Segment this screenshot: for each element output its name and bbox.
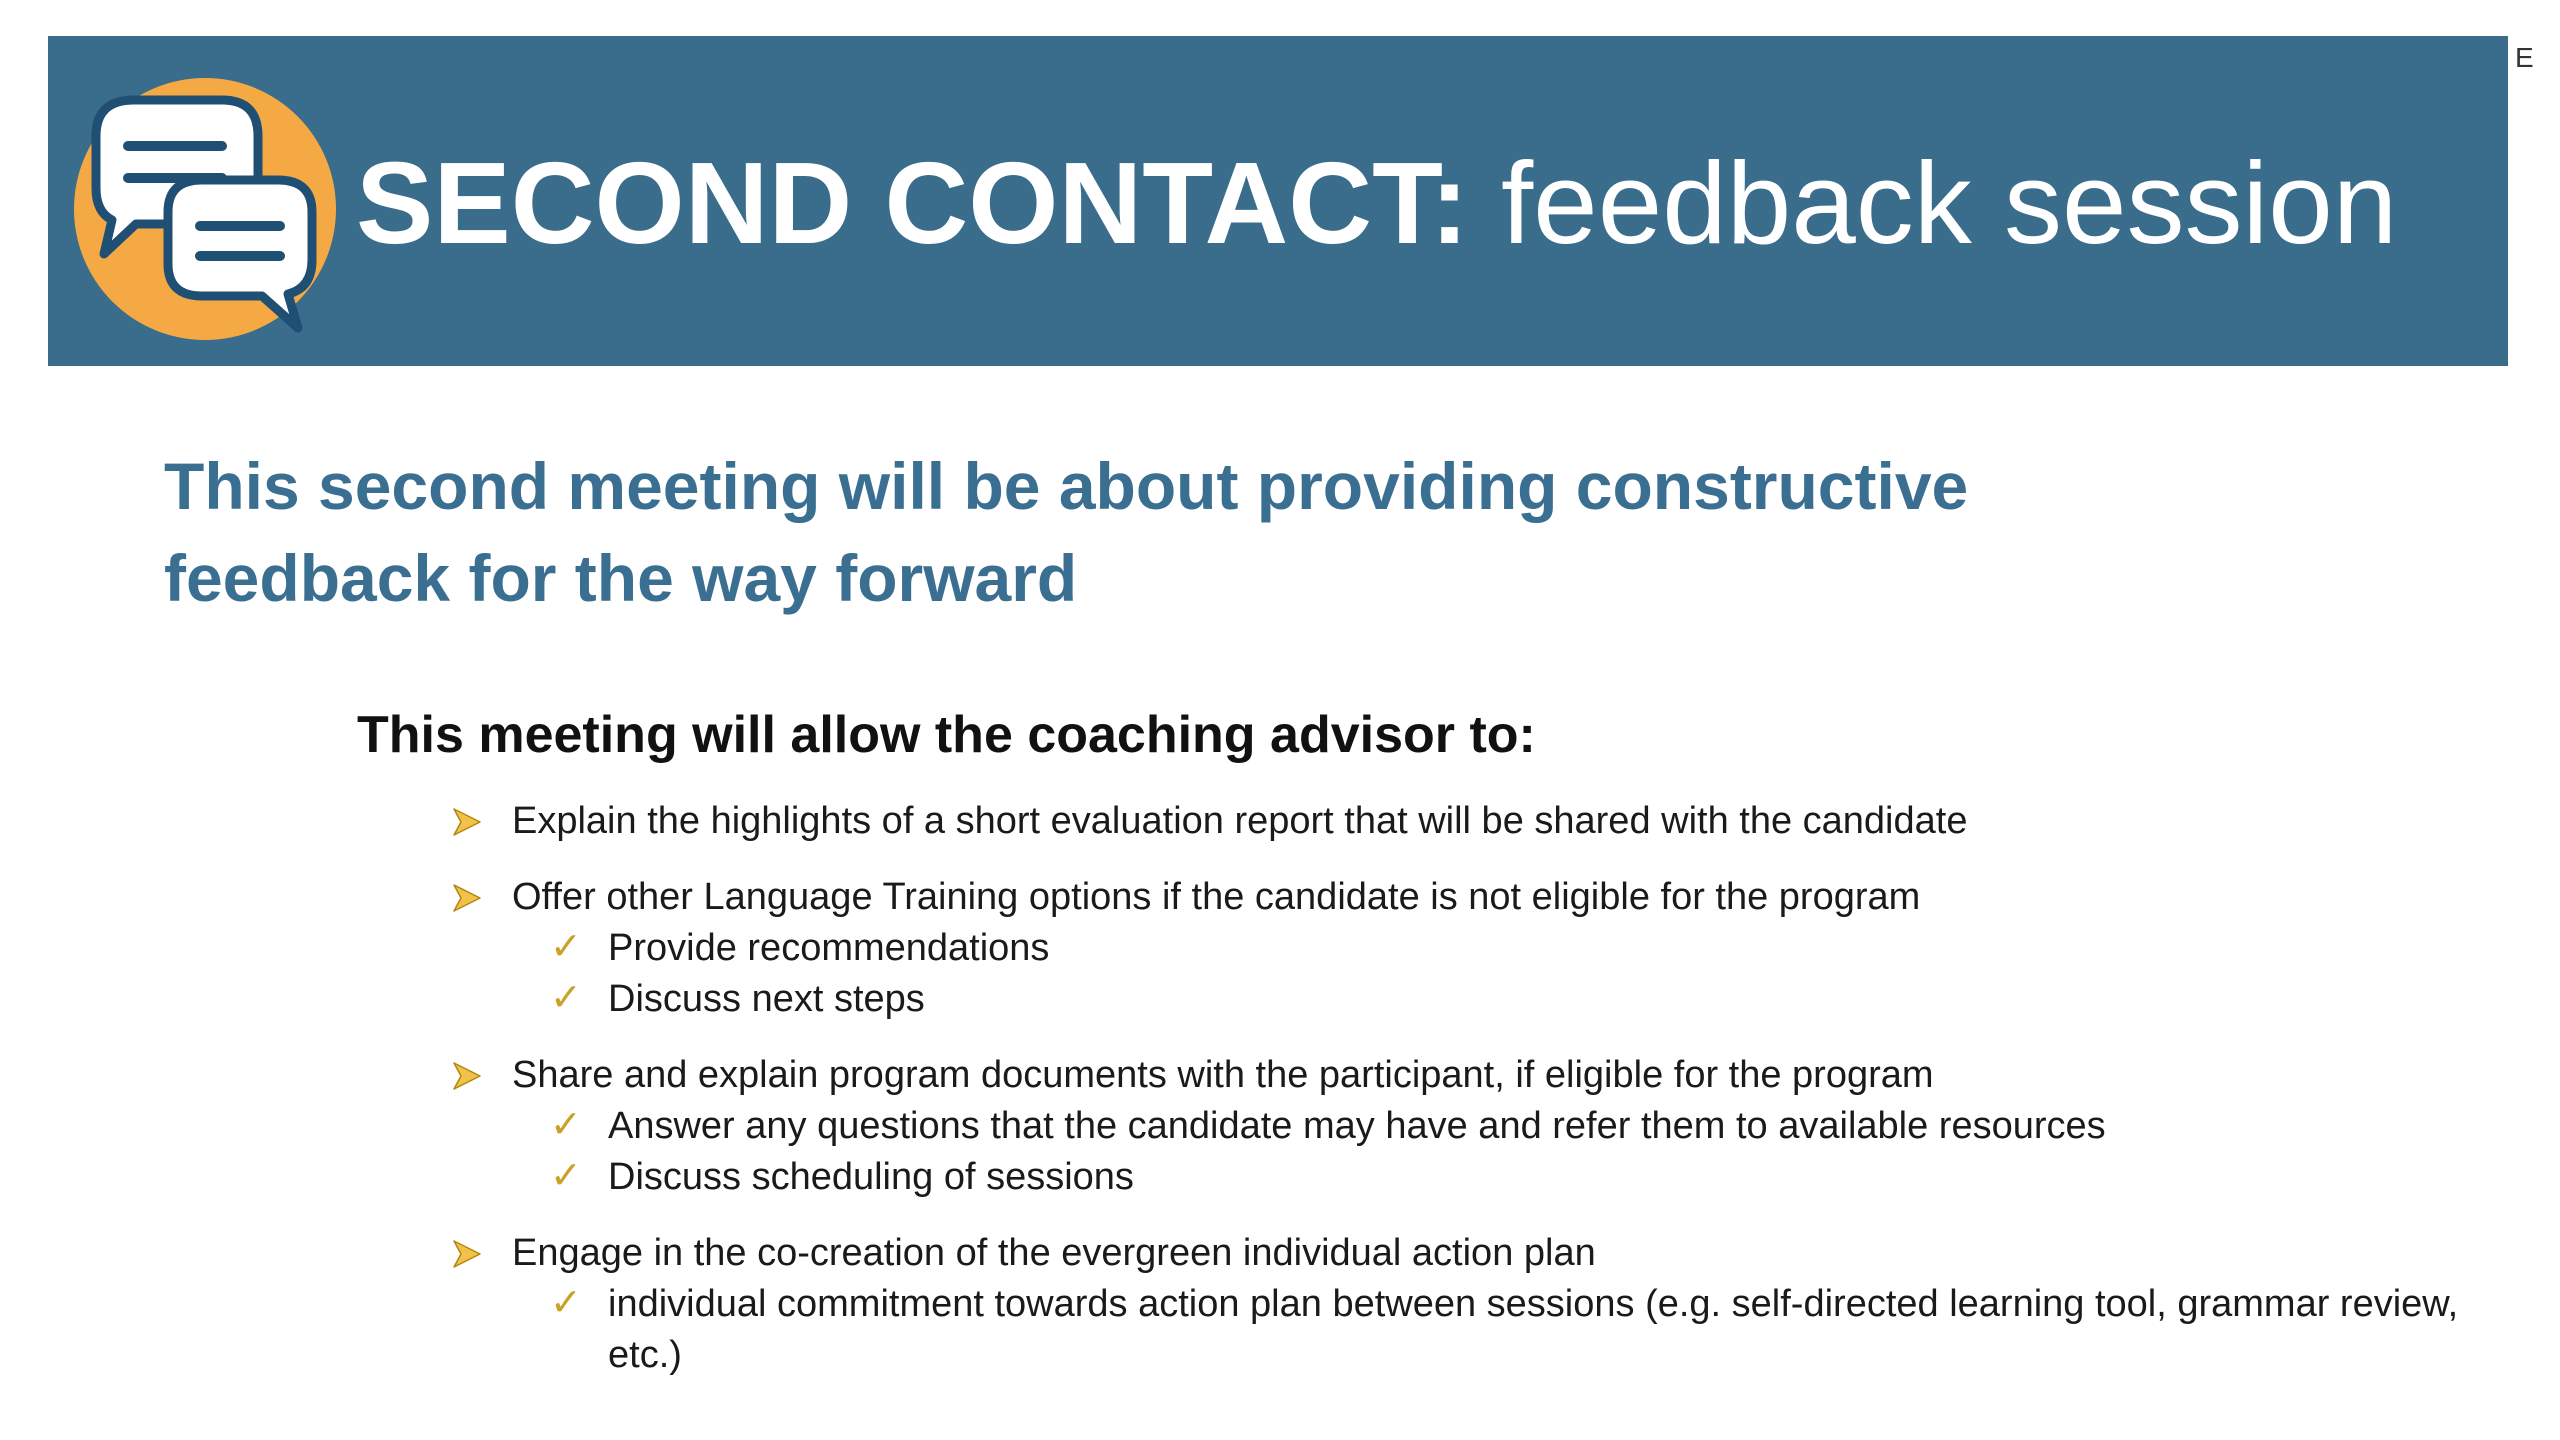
bullet-text: Explain the highlights of a short evaluation report that will be shared with the candidate [512, 800, 1968, 842]
arrow-bullet-icon [452, 883, 482, 913]
sub-text: individual commitment towards action plan between sessions (e.g. self-directed learning tool, grammar review, etc.) [608, 1283, 2459, 1376]
sub-item [512, 1101, 2502, 1152]
bullet-item [452, 1049, 2502, 1203]
sub-item [512, 974, 2502, 1025]
arrow-bullet-icon [452, 1239, 482, 1269]
arrow-bullet-icon [452, 807, 482, 837]
bullet-item [452, 795, 2502, 847]
subtitle-line-1: This second meeting will be about providing constructive [164, 449, 1969, 523]
corner-mark: E [2515, 42, 2534, 73]
bullet-text: Share and explain program documents with the participant, if eligible for the program [512, 1054, 1934, 1096]
check-icon: ✓ [550, 1280, 582, 1324]
bullet-item [452, 1227, 2502, 1381]
sub-list [512, 1101, 2502, 1203]
sub-item [512, 1152, 2502, 1203]
sub-list [512, 923, 2502, 1025]
intro-heading: This meeting will allow the coaching advisor to: [357, 706, 1536, 764]
page-title [356, 128, 2397, 278]
bullet-list [452, 795, 2502, 1405]
check-icon: ✓ [550, 1102, 582, 1146]
subtitle-line-2: feedback for the way forward [164, 541, 1078, 615]
bullet-item [452, 871, 2502, 1025]
check-icon: ✓ [550, 1153, 582, 1197]
subtitle [164, 440, 2264, 624]
sub-text: Discuss scheduling of sessions [608, 1156, 1134, 1198]
bullet-text: Engage in the co-creation of the evergreen individual action plan [512, 1232, 1596, 1274]
title-strong: SECOND CONTACT: [356, 138, 1469, 268]
sub-list [512, 1279, 2502, 1381]
sub-text: Answer any questions that the candidate may have and refer them to available resources [608, 1105, 2106, 1147]
check-icon: ✓ [550, 924, 582, 968]
bullet-text: Offer other Language Training options if the candidate is not eligible for the program [512, 876, 1921, 918]
sub-text: Provide recommendations [608, 927, 1050, 969]
check-icon: ✓ [550, 975, 582, 1019]
title-rest: feedback session [1468, 138, 2398, 268]
sub-item [512, 923, 2502, 974]
sub-text: Discuss next steps [608, 978, 925, 1020]
arrow-bullet-icon [452, 1061, 482, 1091]
sub-item [512, 1279, 2502, 1381]
speech-bubbles-icon [72, 76, 338, 342]
